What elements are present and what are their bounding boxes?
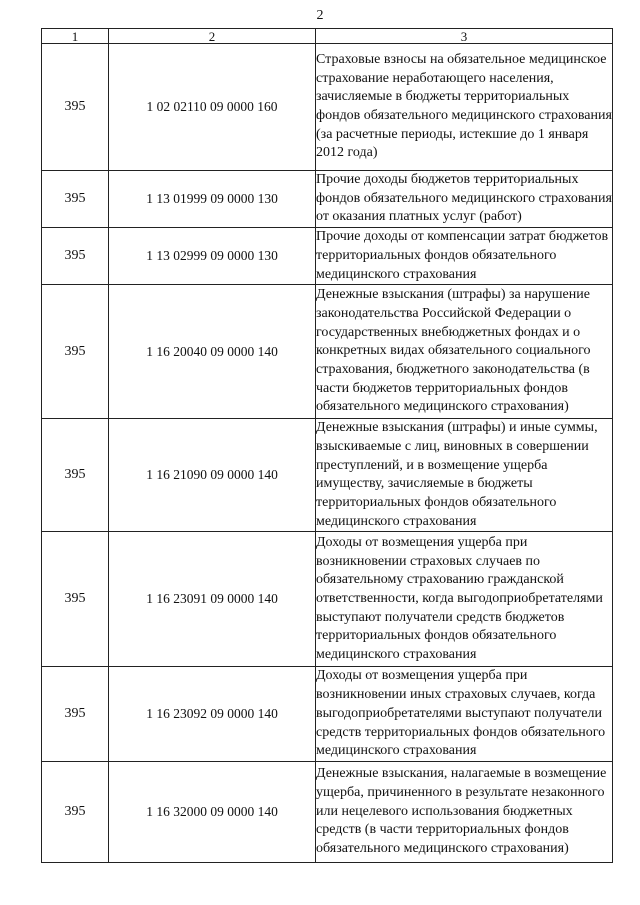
table-row (42, 285, 613, 419)
administrator-code-cell: 395 (42, 44, 109, 171)
budget-classification-code-cell: 1 13 01999 09 0000 130 (109, 171, 316, 228)
revenue-description-cell: Денежные взыскания (штрафы) и иные суммы, взыскиваемые с лиц, виновных в совершении преступлений, и в возмещение ущерба имуществу, зачисляемые в бюджеты территориальных фондов обязательного медицинского страхования (316, 419, 613, 532)
administrator-code-cell: 395 (42, 171, 109, 228)
budget-classification-code-cell: 1 16 21090 09 0000 140 (109, 419, 316, 532)
administrator-code-cell: 395 (42, 532, 109, 667)
budget-classification-code-cell: 1 16 23091 09 0000 140 (109, 532, 316, 667)
administrator-code-cell: 395 (42, 419, 109, 532)
administrator-code-cell: 395 (42, 285, 109, 419)
table-row (42, 171, 613, 228)
revenue-description-cell: Доходы от возмещения ущерба при возникновении иных страховых случаев, когда выгодоприобретателями выступают получатели средств территориальных фондов обязательного медицинского страхования (316, 667, 613, 762)
column-header-3: 3 (316, 29, 613, 44)
budget-classification-code-cell: 1 16 32000 09 0000 140 (109, 761, 316, 862)
table-row (42, 532, 613, 667)
page-number: 2 (316, 8, 324, 23)
administrator-code-cell: 395 (42, 761, 109, 862)
budget-classification-code-cell: 1 16 20040 09 0000 140 (109, 285, 316, 419)
table-header-row (42, 29, 613, 44)
revenue-description-cell: Прочие доходы от компенсации затрат бюджетов территориальных фондов обязательного медицинского страхования (316, 228, 613, 285)
revenue-description-cell: Прочие доходы бюджетов территориальных фондов обязательного медицинского страхования от оказания платных услуг (работ) (316, 171, 613, 228)
revenue-description-cell: Денежные взыскания, налагаемые в возмещение ущерба, причиненного в результате незаконного или нецелевого использования бюджетных средств (в части территориальных фондов обязательного медицинского страхования) (316, 761, 613, 862)
table-row (42, 228, 613, 285)
revenue-description-cell: Доходы от возмещения ущерба при возникновении страховых случаев по обязательному страхованию гражданской ответственности, когда выгодоприобретателями выступают получатели средств бюджетов территориальных фондов обязательного медицинского страхования (316, 532, 613, 667)
budget-classification-code-cell: 1 16 23092 09 0000 140 (109, 667, 316, 762)
budget-classification-code-cell: 1 02 02110 09 0000 160 (109, 44, 316, 171)
budget-codes-table (41, 28, 613, 863)
administrator-code-cell: 395 (42, 667, 109, 762)
table-row (42, 419, 613, 532)
administrator-code-cell: 395 (42, 228, 109, 285)
revenue-description-cell: Денежные взыскания (штрафы) за нарушение законодательства Российской Федерации о государственных внебюджетных фондах и о конкретных видах обязательного социального страхования, бюджетного законодательства (в части бюджетов территориальных фондов обязательного медицинского страхования) (316, 285, 613, 419)
table-row (42, 761, 613, 862)
column-header-1: 1 (42, 29, 109, 44)
revenue-description-cell: Страховые взносы на обязательное медицинское страхование неработающего населения, зачисляемые в бюджеты территориальных фондов обязательного медицинского страхования (за расчетные периоды, истекшие до 1 января 2012 года) (316, 44, 613, 171)
table-row (42, 667, 613, 762)
budget-classification-code-cell: 1 13 02999 09 0000 130 (109, 228, 316, 285)
column-header-2: 2 (109, 29, 316, 44)
table-row (42, 44, 613, 171)
